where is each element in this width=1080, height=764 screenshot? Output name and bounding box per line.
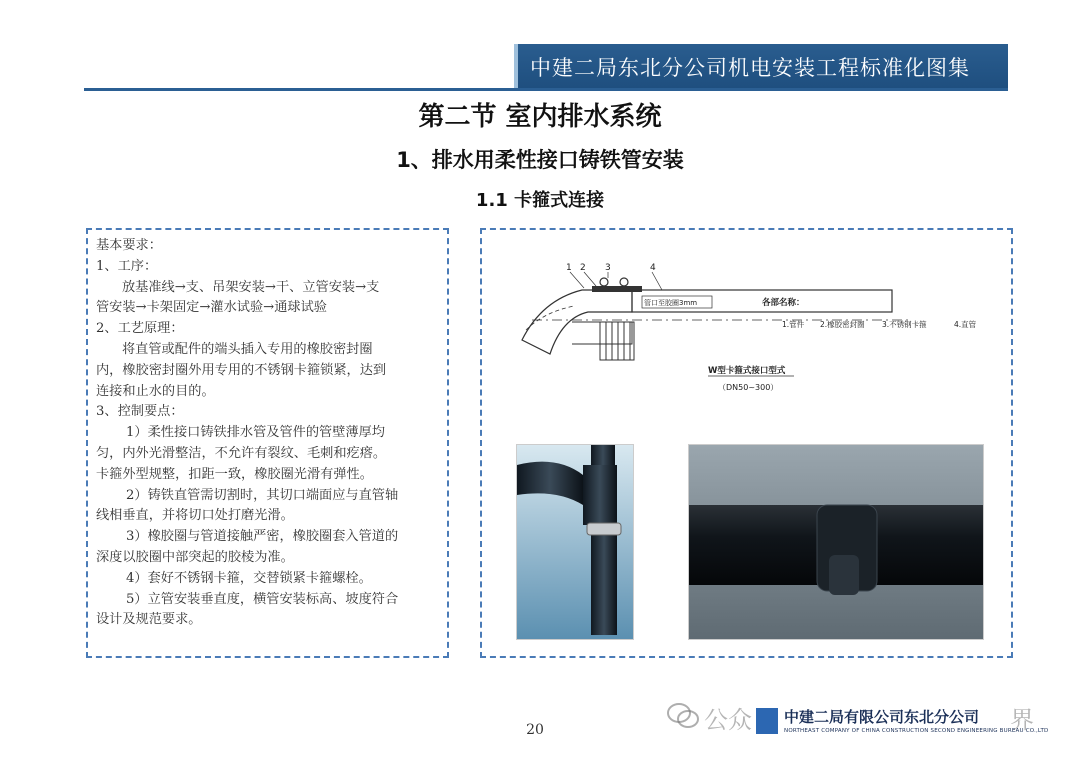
- banner-title: 中建二局东北分公司机电安装工程标准化图集: [530, 56, 970, 80]
- legend-item: 3.不锈钢卡箍: [882, 320, 927, 329]
- header-banner: [514, 44, 1008, 90]
- watermark-text: 界: [1010, 706, 1034, 734]
- control-point-line: 4）套好不锈钢卡箍，交替锁紧卡箍螺栓。: [126, 570, 372, 586]
- company-name-en: NORTHEAST COMPANY OF CHINA CONSTRUCTION SECOND ENGINEERING BUREAU CO.,LTD: [784, 728, 1049, 734]
- principle-heading: 2、工艺原理：: [96, 321, 184, 337]
- item-heading: 1.1 卡箍式连接: [475, 190, 605, 211]
- requirements-text: [96, 236, 441, 631]
- wechat-icon: [666, 700, 700, 730]
- diagram-caption: W型卡箍式接口型式: [708, 366, 786, 376]
- principle-text-line: 连接和止水的目的。: [96, 383, 215, 399]
- process-text-line: 管安装→卡架固定→灌水试验→通球试验: [96, 300, 327, 316]
- principle-text-line: 内，橡胶密封圈外用专用的不锈钢卡箍锁紧，达到: [96, 362, 387, 378]
- principle-text-line: 将直管或配件的端头插入专用的橡胶密封圈: [122, 341, 373, 357]
- control-heading: 3、控制要点：: [96, 404, 184, 420]
- control-point-line: 线相垂直，并将切口处打磨光滑。: [96, 508, 294, 524]
- company-name-cn: 中建二局有限公司东北分公司: [784, 708, 980, 726]
- control-point-line: 2）铸铁直管需切割时，其切口端面应与直管轴: [126, 487, 399, 503]
- legend-item: 4.直管: [954, 320, 977, 329]
- subsection-heading: 1、排水用柔性接口铸铁管安装: [396, 148, 684, 172]
- section-heading: 第二节 室内排水系统: [418, 102, 662, 132]
- control-point-line: 3）橡胶圈与管道接触严密，橡胶圈套入管道的: [126, 529, 399, 545]
- logo-icon: [756, 708, 778, 734]
- process-heading: 1、工序：: [96, 258, 158, 274]
- watermark-text: 公众: [704, 706, 752, 734]
- requirements-title: 基本要求：: [96, 238, 162, 253]
- legend-title: 各部名称：: [762, 298, 805, 308]
- diagram-range: （DN50~300）: [718, 383, 779, 392]
- control-point-line: 设计及规范要求。: [96, 612, 202, 628]
- vertical-pipe-photo: [516, 444, 634, 640]
- pipe-label: 管口至胶圈3mm: [644, 299, 698, 307]
- callout-4: 4: [650, 263, 656, 273]
- coupling-diagram: [512, 260, 992, 430]
- horizontal-pipe-photo: [688, 444, 984, 640]
- company-logo: [756, 706, 1049, 742]
- control-point-line: 匀，内外光滑整洁，不允许有裂纹、毛刺和疙瘩。: [96, 445, 387, 461]
- control-point-line: 1）柔性接口铸铁排水管及管件的管壁薄厚均: [126, 425, 385, 441]
- process-text-line: 放基准线→支、吊架安装→干、立管安装→支: [122, 279, 380, 295]
- legend-item: 2.橡胶密封圈: [820, 320, 865, 329]
- callout-2: 2: [580, 263, 586, 273]
- control-point-line: 5）立管安装垂直度，横管安装标高、坡度符合: [126, 591, 399, 607]
- control-point-line: 卡箍外型规整，扣距一致，橡胶圈光滑有弹性。: [96, 466, 373, 482]
- control-point-line: 深度以胶圈中部突起的胶棱为准。: [96, 549, 294, 565]
- callout-3: 3: [605, 263, 611, 273]
- illustration-panel: [480, 228, 1013, 658]
- callout-1: 1: [566, 263, 572, 273]
- legend-item: 1.管件: [782, 320, 805, 329]
- requirements-panel: [86, 228, 449, 658]
- header-rule: [84, 88, 1008, 91]
- page-number: 20: [526, 722, 544, 738]
